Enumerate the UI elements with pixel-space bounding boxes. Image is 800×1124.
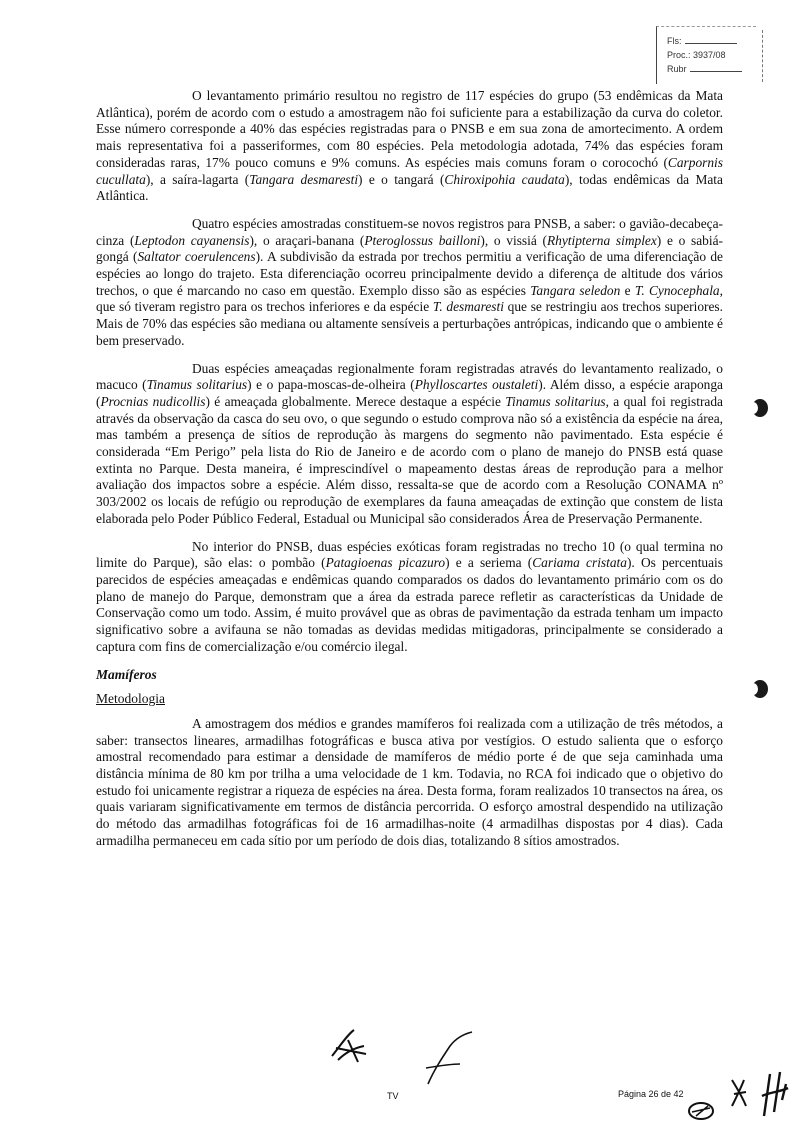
species-name: Phylloscartes oustaleti	[414, 377, 539, 393]
text-run: , que só tiveram registro para os trechos inferiores e da espécie	[96, 282, 723, 315]
species-name: Cariama cristata	[532, 555, 627, 571]
text-run: Duas espécies ameaçadas regionalmente foram registradas através do levantamento realizado, o macuco (	[96, 360, 723, 393]
stamp-rubr-line	[690, 71, 742, 72]
paragraph-exotic-species	[96, 539, 723, 656]
document-body	[96, 88, 723, 861]
species-name: Procnias nudicollis	[100, 393, 206, 409]
binder-hole-top	[752, 399, 768, 417]
text-run: que se restringiu aos trechos superiores. Mais de 70% das espécies são mediana ou altamente sensíveis a perturbações antrópicas, indicando que o ambiente é bem preservado.	[96, 299, 723, 348]
text-run: A amostragem dos médios e grandes mamíferos foi realizada com a utilização de três métodos, a saber: transectos lineares, armadilhas fotográficas e busca ativa por vestígios. O estudo salienta que o esforço amostral recomendado para estimar a densidade de mamíferos de médio porte é de que seja caminhada uma distância mínima de 80 km por trilha a uma velocidade de 1 km. Todavia, no RCA foi indicado que o objetivo do estudo foi unicamente registrar a riqueza de espécies na área. Desta forma, foram realizados 10 transectos na área, os quais variaram significativamente em termos de distância percorrida. O esforço amostral despendido na utilização do método das armadilhas fotográficas foi de 16 armadilhas-noite (4 armadilhas dispostas por 4 dias). Cada armadilha permaneceu em cada sítio por um período de dois dias, totalizando 8 sítios amostrados.	[96, 715, 723, 848]
species-name: Tangara seledon	[530, 282, 621, 298]
page-number: Página 26 de 42	[618, 1089, 684, 1099]
handwritten-initials-mark	[328, 1026, 370, 1066]
stamp-proc-value: 3937/08	[693, 50, 726, 60]
protocol-stamp	[656, 26, 756, 84]
text-run: ), a saíra-lagarta (	[145, 171, 250, 187]
text-run: No interior do PNSB, duas espécies exóticas foram registradas no trecho 10 (o qual termina no limite do Parque), são elas: o pombão (	[96, 538, 723, 571]
text-run: ) e o papa-moscas-de-olheira (	[247, 377, 415, 393]
stamp-rubr-label: Rubr	[667, 64, 687, 74]
species-name: Tinamus solitarius	[505, 393, 606, 409]
margin-initials	[728, 1076, 750, 1110]
text-run: Quatro espécies amostradas constituem-se novos registros para PNSB, a saber: o gavião-decabeça-cinza (	[96, 215, 723, 248]
text-run: e	[620, 282, 635, 298]
species-name: Rhytipterna simplex	[546, 232, 657, 248]
text-run: ). Além disso, a espécie araponga (	[96, 377, 723, 409]
margin-mark	[762, 30, 764, 82]
handwritten-signature	[420, 1030, 478, 1090]
species-name: Tangara desmaresti	[249, 171, 359, 187]
text-run: , a qual foi registrada através da observação da casca do seu ovo, o que segundo o estudo comprova não só a existência da espécie na área, mas também a presença de sítios de reprodução às margens do segmento não pavimentado. Esta espécie é considerada “Em Perigo” pela lista do Rio de Janeiro e de acordo com o plano de manejo do PNSB está quase extinta no Parque. Desta maneira, é imprescindível o mapeamento destas áreas de reprodução para a melhor avaliação dos impactos sobre a espécie. Além disso, ressalta-se que de acordo com a Resolução CONAMA nº 303/2002 os locais de refúgio ou reprodução de exemplares da fauna ameaçadas de extinção que constem de lista elaborada pelo Poder Público Federal, Estadual ou Municipal são considerados Área de Preservação Permanente.	[96, 393, 723, 526]
paragraph-new-records	[96, 216, 723, 350]
margin-signature	[756, 1070, 792, 1118]
text-run: ). Os percentuais parecidos de espécies ameaçadas e endêmicas quando comparados os dados do levantamento primário com os do plano de manejo do Parque, demonstram que a área da estrada parece refletir as características da Unidade de Conservação como um todo. Assim, é muito provável que as obras de pavimentação da estrada tenham um impacto significativo sobre a avifauna se não tomadas as devidas medidas mitigadoras, principalmente se considerado a captura com fins de comercialização e/ou comércio ilegal.	[96, 555, 723, 654]
species-name: T. desmaresti	[432, 299, 504, 315]
paragraph-birds-survey	[96, 88, 723, 205]
text-run: ) é ameaçada globalmente. Merece destaque a espécie	[205, 393, 506, 409]
species-name: Saltator coerulencens	[137, 249, 256, 265]
subsection-heading: Metodologia	[96, 691, 165, 707]
stamp-scribble	[686, 1100, 716, 1122]
binder-hole-bottom	[752, 680, 768, 698]
footer-initials: TV	[387, 1091, 399, 1101]
section-heading: Mamíferos	[96, 666, 157, 682]
stamp-fls-label: Fls:	[667, 36, 682, 46]
species-name: Leptodon cayanensis	[134, 232, 250, 248]
text-run: ), o araçari-banana (	[249, 232, 365, 248]
text-run: O levantamento primário resultou no registro de 117 espécies do grupo (53 endêmicas da Mata Atlântica), porém de acordo com o estudo a amostragem não foi suficiente para a estabilização da curva do coletor. Esse número corresponde a 40% das espécies registradas para o PNSB e em sua zona de amortecimento. A ordem mais representativa foi a passeriformes, com 80 espécies. Pela metodologia adotada, 74% das espécies foram consideradas raras, 17% pouco comuns e 9% comuns. As espécies mais comuns foram o corocochó (	[96, 88, 723, 170]
text-run: ) e a seriema (	[445, 555, 533, 571]
species-name: Pteroglossus bailloni	[364, 232, 481, 248]
species-name: Chiroxipohia caudata	[444, 171, 565, 187]
paragraph-mammals-method	[96, 716, 723, 850]
stamp-proc-label: Proc.:	[667, 50, 691, 60]
species-name: Patagioenas picazuro	[325, 555, 446, 571]
species-name: T. Cynocephala	[634, 282, 720, 298]
text-run: ), o vissiá (	[480, 232, 547, 248]
text-run: ) e o sabiá-gongá (	[96, 232, 723, 265]
species-name: Tinamus solitarius	[146, 377, 248, 393]
species-name: Carpornis cucullata	[96, 154, 723, 187]
text-run: ) e o tangará (	[358, 171, 445, 187]
stamp-fls-line	[685, 43, 737, 44]
paragraph-threatened-species	[96, 361, 723, 528]
text-run: ). A subdivisão da estrada por trechos permitiu a verificação de uma diferenciação de espécies ao longo do trajeto. Esta diferenciação ocorreu principalmente devido a diferença de altitude dos vários trechos, o que é marcando no caso em questão. Exemplo disso são as espécies	[96, 249, 723, 298]
text-run: ), todas endêmicas da Mata Atlântica.	[96, 171, 723, 204]
